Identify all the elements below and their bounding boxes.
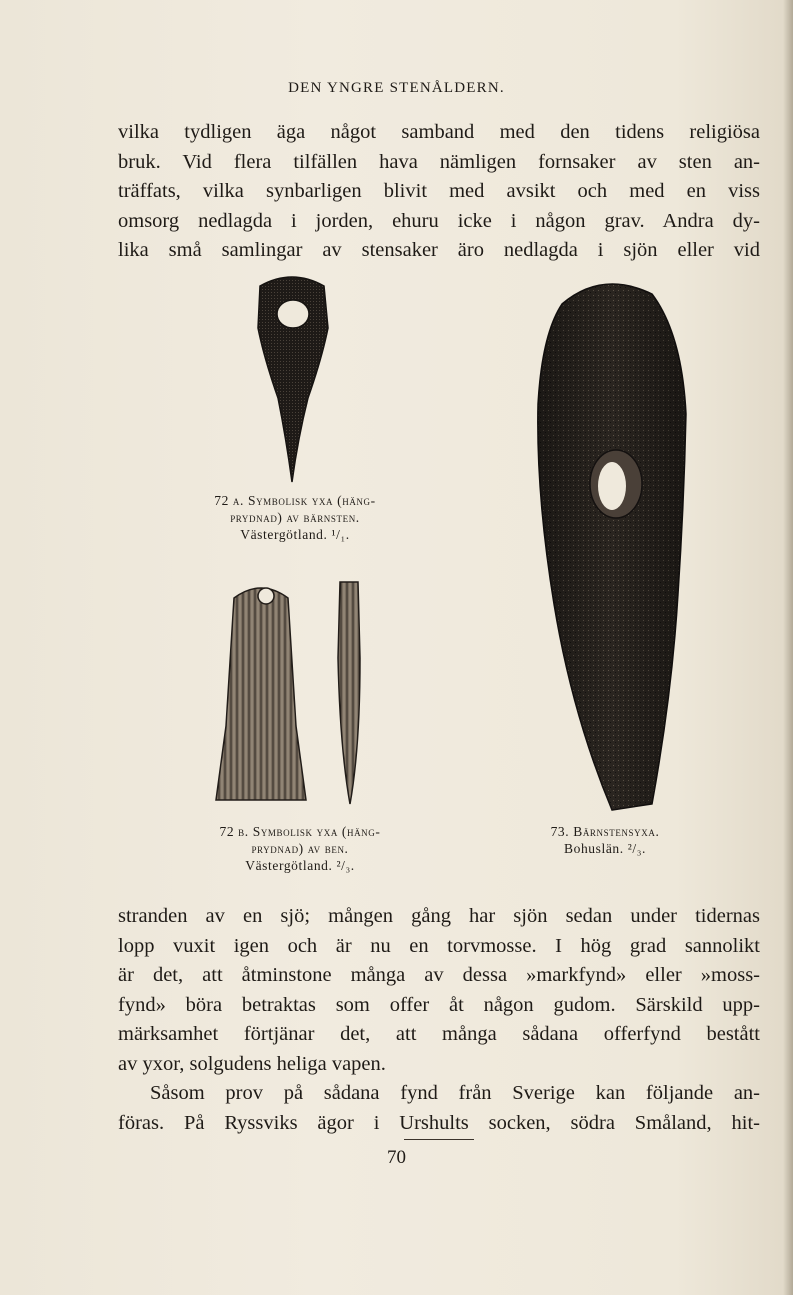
text-line: Såsom prov på sådana fynd från Sverige kan följande an- bbox=[150, 1082, 760, 1104]
text-line: fynd» böra betraktas som offer åt någon gudom. Särskild upp- bbox=[118, 993, 760, 1016]
text-line: lika små samlingar av stensaker äro nedlagda i sjön eller vid bbox=[118, 239, 760, 261]
caption-line: 72 a. Symbolisk yxa (häng- bbox=[214, 493, 376, 508]
paragraph-bottom bbox=[118, 902, 760, 1138]
folio-rule bbox=[404, 1139, 474, 1140]
running-head: DEN YNGRE STENÅLDERN. bbox=[288, 80, 505, 96]
text-line: föras. På Ryssviks ägor i Urshults socken, södra Småland, hit- bbox=[118, 1111, 760, 1134]
caption-line: 73. Bärnstensyxa. bbox=[550, 824, 660, 839]
figure-72b-bone-pendant-side bbox=[334, 578, 364, 808]
caption-line: Bohuslän. ²/₃. bbox=[563, 841, 647, 856]
text-line: lopp vuxit igen och är nu en torvmosse. I hög grad sannolikt bbox=[118, 934, 760, 957]
figure-73-amber-axe bbox=[532, 274, 692, 814]
text-line: stranden av en sjö; mången gång har sjön sedan under tidernas bbox=[118, 905, 760, 927]
text-line: omsorg nedlagda i jorden, ehuru icke i någon grav. Andra dy- bbox=[118, 209, 760, 232]
caption-line: Västergötland. ²/₃. bbox=[245, 858, 355, 873]
caption-72b bbox=[150, 823, 450, 874]
figure-72b-bone-pendant-front bbox=[212, 576, 310, 808]
caption-line: Västergötland. ¹/₁. bbox=[240, 527, 350, 542]
page-edge-shadow bbox=[783, 0, 793, 1295]
text-line: är det, att åtminstone många av dessa »markfynd» eller »moss- bbox=[118, 964, 760, 986]
caption-line: prydnad) av bärnsten. bbox=[230, 510, 360, 525]
figure-72a-amber-pendant bbox=[250, 268, 334, 486]
caption-72a bbox=[150, 492, 440, 543]
caption-line: 72 b. Symbolisk yxa (häng- bbox=[219, 824, 381, 839]
text-line: bruk. Vid flera tilfällen hava nämligen fornsaker av sten an- bbox=[118, 150, 760, 173]
text-line: av yxor, solgudens heliga vapen. bbox=[118, 1052, 386, 1075]
text-line: vilka tydligen äga något samband med den tidens religiösa bbox=[118, 121, 760, 143]
text-line: märksamhet förtjänar det, att många sådana offerfynd bestått bbox=[118, 1023, 760, 1045]
paragraph-top bbox=[118, 118, 760, 266]
caption-line: prydnad) av ben. bbox=[251, 841, 349, 856]
caption-73 bbox=[490, 823, 720, 857]
page-number: 70 bbox=[387, 1147, 406, 1168]
text-line: träffats, vilka synbarligen blivit med avsikt och med en viss bbox=[118, 180, 760, 202]
